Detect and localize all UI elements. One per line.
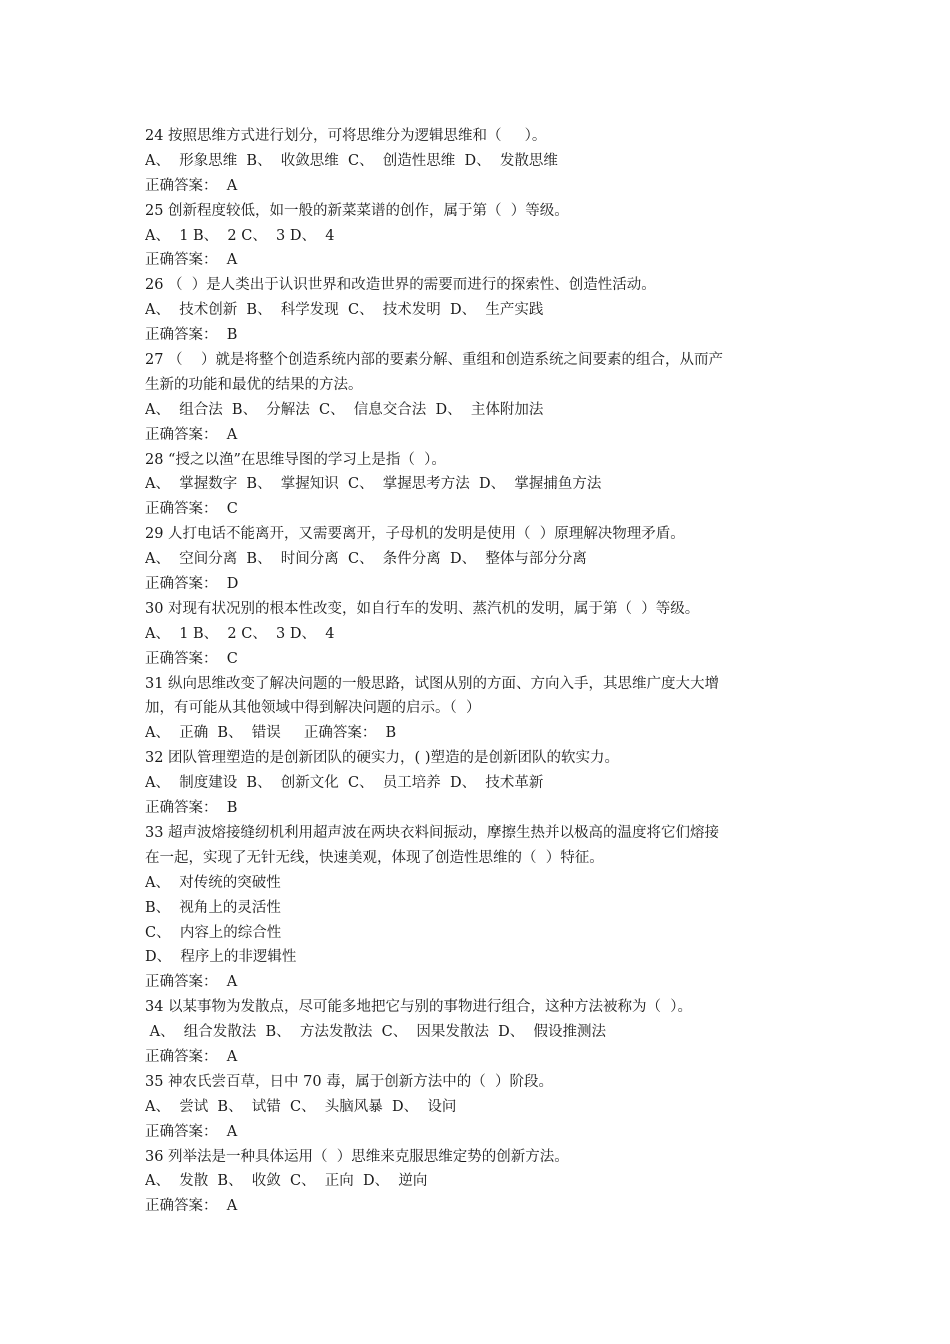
text-line: 35 神农氏尝百草，日中 70 毒，属于创新方法中的（ ）阶段。 bbox=[145, 1073, 553, 1090]
text-line: B、 视角上的灵活性 bbox=[145, 899, 281, 916]
text-line: 正确答案： A bbox=[145, 1123, 238, 1140]
text-line: A、 1 B、 2 C、 3 D、 4 bbox=[145, 625, 335, 642]
text-line: 正确答案： B bbox=[145, 800, 238, 817]
text-line: 正确答案： D bbox=[145, 576, 239, 593]
text-line: 正确答案： C bbox=[145, 501, 238, 518]
text-line: 24 按照思维方式进行划分，可将思维分为逻辑思维和（ ）。 bbox=[145, 128, 547, 144]
text-line: 30 对现有状况别的根本性改变，如自行车的发明、蒸汽机的发明，属于第（ ）等级。 bbox=[145, 600, 700, 617]
text-line: 生新的功能和最优的结果的方法。 bbox=[145, 376, 363, 393]
text-line: 28 “授之以渔”在思维导图的学习上是指（ ）。 bbox=[145, 451, 446, 468]
text-line: A、 空间分离 B、 时间分离 C、 条件分离 D、 整体与部分分离 bbox=[145, 551, 587, 568]
text-line: 正确答案： C bbox=[145, 650, 238, 667]
text-line: A、 制度建设 B、 创新文化 C、 员工培养 D、 技术革新 bbox=[145, 775, 544, 792]
text-line: 29 人打电话不能离开，又需要离开，子母机的发明是使用（ ）原理解决物理矛盾。 bbox=[145, 526, 685, 543]
text-line: 正确答案： A bbox=[145, 1048, 238, 1065]
text-line: 加，有可能从其他领域中得到解决问题的启示。（ ） bbox=[145, 700, 481, 717]
text-line: D、 程序上的非逻辑性 bbox=[145, 949, 297, 966]
text-line: 正确答案： A bbox=[145, 974, 238, 991]
text-line: 34 以某事物为发散点，尽可能多地把它与别的事物进行组合，这种方法被称为（ ）。 bbox=[145, 999, 693, 1016]
text-line: 33 超声波熔接缝纫机利用超声波在两块衣料间振动，摩擦生热并以极高的温度将它们熔接 bbox=[145, 824, 720, 841]
text-line: C、 内容上的综合性 bbox=[145, 924, 282, 941]
text-line: 正确答案： A bbox=[145, 252, 238, 269]
text-line: 32 团队管理塑造的是创新团队的硬实力，( )塑造的是创新团队的软实力。 bbox=[145, 750, 619, 767]
text-line: A、 发散 B、 收敛 C、 正向 D、 逆向 bbox=[145, 1173, 428, 1190]
text-line: 正确答案： A bbox=[145, 177, 238, 194]
text-line: 在一起，实现了无针无线，快速美观，体现了创造性思维的（ ）特征。 bbox=[145, 849, 604, 866]
text-line: 36 列举法是一种具体运用（ ）思维来克服思维定势的创新方法。 bbox=[145, 1148, 569, 1165]
text-line: 正确答案： A bbox=[145, 1198, 238, 1215]
text-line: A、 组合发散法 B、 方法发散法 C、 因果发散法 D、 假设推测法 bbox=[145, 1024, 606, 1041]
text-line: A、 技术创新 B、 科学发现 C、 技术发明 D、 生产实践 bbox=[145, 302, 544, 319]
text-line: 正确答案： B bbox=[145, 327, 238, 344]
text-line: A、 正确 B、 错误 正确答案： B bbox=[145, 725, 397, 742]
text-line: A、 形象思维 B、 收敛思维 C、 创造性思维 D、 发散思维 bbox=[145, 152, 558, 169]
text-line: A、 对传统的突破性 bbox=[145, 874, 281, 891]
text-line: 25 创新程度较低，如一般的新菜菜谱的创作，属于第（ ）等级。 bbox=[145, 202, 569, 219]
document-body bbox=[145, 124, 815, 1219]
text-line: 正确答案： A bbox=[145, 426, 238, 443]
text-line: 26 （ ）是人类出于认识世界和改造世界的需要而进行的探索性、创造性活动。 bbox=[145, 277, 656, 294]
text-line: 27 （ ）就是将整个创造系统内部的要素分解、重组和创造系统之间要素的组合，从而产 bbox=[145, 352, 723, 369]
text-line: A、 掌握数字 B、 掌握知识 C、 掌握思考方法 D、 掌握捕鱼方法 bbox=[145, 476, 602, 493]
text-line: A、 尝试 B、 试错 C、 头脑风暴 D、 设问 bbox=[145, 1098, 457, 1115]
text-line: A、 组合法 B、 分解法 C、 信息交合法 D、 主体附加法 bbox=[145, 401, 544, 418]
text-line: A、 1 B、 2 C、 3 D、 4 bbox=[145, 227, 335, 244]
text-line: 31 纵向思维改变了解决问题的一般思路，试图从别的方面、方向入手，其思维广度大大增 bbox=[145, 675, 720, 692]
